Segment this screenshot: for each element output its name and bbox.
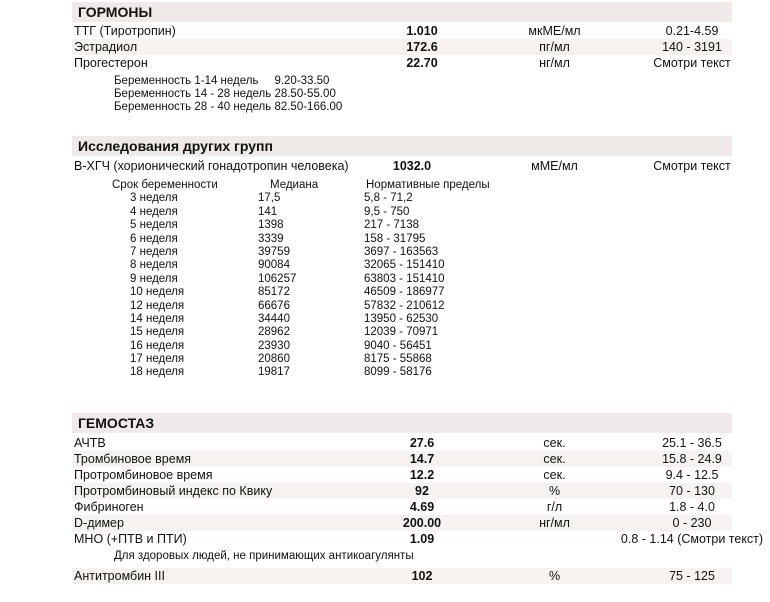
test-unit: нг/мл [539, 56, 570, 70]
table-cell: 12 неделя [130, 299, 185, 312]
inr-note: Для здоровых людей, не принимающих антикоагулянты [114, 550, 414, 562]
test-name: Тромбиновое время [74, 452, 192, 466]
result-row-fibrinogen [72, 500, 732, 516]
test-reference: 0.21-4.59 [665, 24, 719, 38]
column-header-term: Срок беременности [112, 179, 218, 191]
table-cell: 34440 [258, 312, 290, 325]
column-header-median: Медиана [270, 179, 319, 191]
section-title: ГОРМОНЫ [78, 4, 153, 20]
result-row-hcg [72, 159, 732, 175]
table-cell: 3339 [258, 232, 284, 245]
table-cell: 7 неделя [130, 245, 178, 258]
test-unit: мМЕ/мл [531, 159, 578, 173]
table-cell: 8099 - 58176 [364, 366, 432, 379]
result-row-prothrombin-time [72, 468, 732, 484]
table-cell: 19817 [258, 366, 290, 379]
test-name: Эстрадиол [74, 40, 138, 54]
test-reference: 70 - 130 [669, 484, 715, 498]
result-row-progesterone [72, 56, 732, 72]
table-cell: 63803 - 151410 [364, 272, 445, 285]
section-title: ГЕМОСТАЗ [78, 415, 155, 431]
table-cell: 85172 [258, 286, 290, 299]
result-row-quick-index [72, 484, 732, 500]
test-reference: 9.4 - 12.5 [665, 468, 719, 482]
test-reference: 140 - 3191 [662, 40, 722, 54]
test-unit: сек. [543, 436, 566, 450]
test-name: Прогестерон [74, 56, 148, 70]
test-value: 200.00 [402, 516, 442, 530]
result-row-estradiol [72, 40, 732, 56]
table-cell: 15 неделя [130, 326, 185, 339]
pregnancy-note: Беременность 1-14 недель 9.20-33.50 [114, 75, 330, 87]
test-reference: 25.1 - 36.5 [662, 436, 722, 450]
test-reference: 0.8 - 1.14 (Смотри текст) [620, 532, 764, 546]
test-value: 14.7 [409, 452, 435, 466]
table-cell: 4 неделя [130, 205, 178, 218]
table-cell: 5 неделя [130, 219, 178, 232]
table-cell: 158 - 31795 [364, 232, 426, 245]
column-header-range: Нормативные пределы [366, 179, 490, 191]
section-header-hormones [72, 2, 732, 22]
table-cell: 3697 - 163563 [364, 245, 439, 258]
table-cell: 39759 [258, 245, 290, 258]
table-cell: 10 неделя [130, 286, 185, 299]
test-name: Антитромбин III [74, 569, 165, 583]
test-value: 22.70 [406, 56, 438, 70]
table-cell: 3 неделя [130, 192, 178, 205]
test-value: 1.010 [406, 24, 438, 38]
test-reference: 0 - 230 [672, 516, 712, 530]
test-value: 172.6 [406, 40, 438, 54]
section-title: Исследования других групп [78, 138, 273, 154]
table-cell: 8175 - 55868 [364, 353, 432, 366]
test-value: 102 [411, 569, 433, 583]
table-cell: 14 неделя [130, 312, 185, 325]
test-value: 4.69 [409, 500, 435, 514]
test-name: D-димер [74, 516, 124, 530]
test-reference: Смотри текст [653, 159, 731, 173]
test-unit: % [548, 569, 561, 583]
test-name: ТТГ (Тиротропин) [74, 24, 176, 38]
table-cell: 18 неделя [130, 366, 185, 379]
table-cell: 5,8 - 71,2 [364, 192, 413, 205]
table-cell: 9040 - 56451 [364, 339, 432, 352]
test-unit: мкМЕ/мл [528, 24, 581, 38]
table-cell: 13950 - 62530 [364, 312, 439, 325]
test-value: 1.09 [409, 532, 435, 546]
test-reference: 1.8 - 4.0 [669, 500, 715, 514]
test-name: МНО (+ПТВ и ПТИ) [74, 532, 187, 546]
test-name: АЧТВ [74, 436, 106, 450]
result-row-d-dimer [72, 516, 732, 532]
section-header-hemostasis [72, 413, 732, 433]
section-header-other [72, 136, 732, 156]
table-cell: 217 - 7138 [364, 219, 419, 232]
table-cell: 20860 [258, 353, 290, 366]
test-value: 92 [415, 484, 429, 498]
test-value: 27.6 [409, 436, 435, 450]
result-row-thrombin-time [72, 452, 732, 468]
result-row-aptt [72, 436, 732, 452]
table-cell: 141 [258, 205, 278, 218]
table-cell: 66676 [258, 299, 290, 312]
result-row-antithrombin [72, 569, 732, 585]
test-unit: сек. [543, 452, 566, 466]
test-unit: пг/мл [539, 40, 570, 54]
test-unit: сек. [543, 468, 566, 482]
table-cell: 9,5 - 750 [364, 205, 410, 218]
table-cell: 28962 [258, 326, 290, 339]
table-cell: 9 неделя [130, 272, 178, 285]
test-reference: 15.8 - 24.9 [662, 452, 722, 466]
test-reference: Смотри текст [653, 56, 731, 70]
result-row-inr [72, 532, 764, 548]
pregnancy-note: Беременность 14 - 28 недель 28.50-55.00 [114, 88, 336, 100]
test-name: Фибриноген [74, 500, 144, 514]
test-name: Протромбиновый индекс по Квику [74, 484, 273, 498]
test-unit: нг/мл [539, 516, 570, 530]
test-reference: 75 - 125 [669, 569, 715, 583]
test-unit: г/л [546, 500, 563, 514]
table-cell: 32065 - 151410 [364, 259, 445, 272]
test-unit: % [548, 484, 561, 498]
table-cell: 12039 - 70971 [364, 326, 439, 339]
table-cell: 8 неделя [130, 259, 178, 272]
table-cell: 6 неделя [130, 232, 178, 245]
test-name: Протромбиновое время [74, 468, 213, 482]
test-name: В-ХГЧ (хорионический гонадотропин человека) [74, 159, 349, 173]
test-value: 12.2 [409, 468, 435, 482]
table-cell: 1398 [258, 219, 284, 232]
pregnancy-note: Беременность 28 - 40 недель 82.50-166.00 [114, 101, 343, 113]
table-cell: 23930 [258, 339, 290, 352]
test-value: 1032.0 [392, 159, 432, 173]
table-cell: 46509 - 186977 [364, 286, 445, 299]
result-row-tsh [72, 24, 732, 40]
table-cell: 90084 [258, 259, 290, 272]
table-cell: 57832 - 210612 [364, 299, 445, 312]
table-cell: 16 неделя [130, 339, 185, 352]
table-cell: 17,5 [258, 192, 281, 205]
table-cell: 106257 [258, 272, 297, 285]
table-cell: 17 неделя [130, 353, 185, 366]
